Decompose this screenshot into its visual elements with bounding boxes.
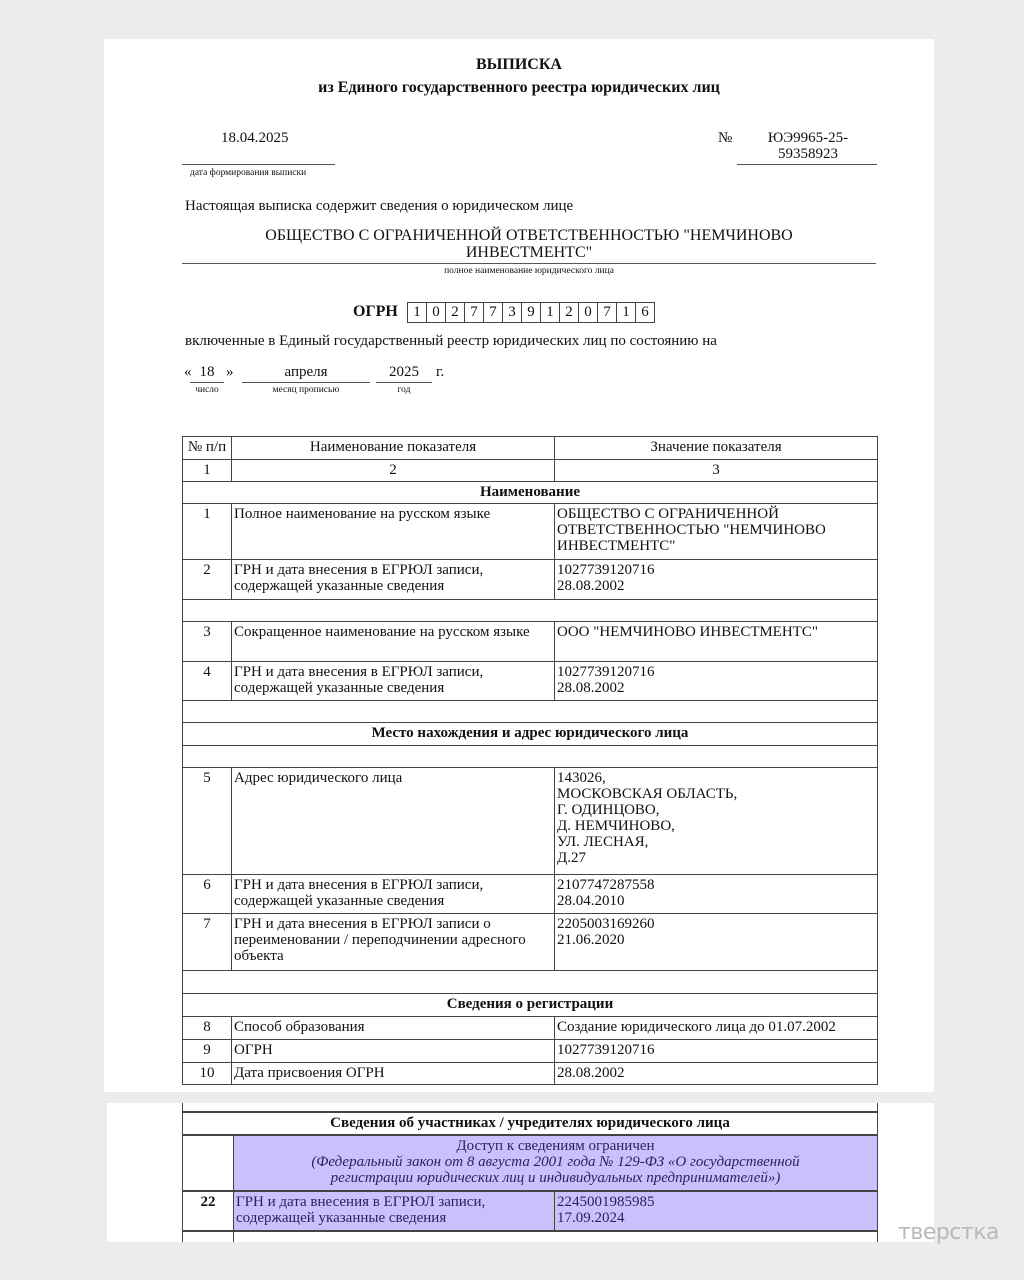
row-number: 22: [183, 1191, 234, 1231]
header-cell-number: № п/п: [183, 437, 232, 460]
ogrn-digit: 7: [484, 303, 503, 322]
grn-value: 2245001985985: [557, 1194, 655, 1210]
table-row: [183, 622, 878, 662]
number-sign: №: [718, 130, 733, 146]
table-continuation-line: [182, 1103, 183, 1111]
row-label: ГРН и дата внесения в ЕГРЮЛ записи, содержащей указанные сведения: [232, 662, 555, 701]
document-title: ВЫПИСКА: [476, 56, 562, 73]
table-row: [183, 914, 878, 971]
ogrn-digit: 7: [598, 303, 617, 322]
ogrn-digit: 2: [446, 303, 465, 322]
ogrn-digit: 3: [503, 303, 522, 322]
row-label: Полное наименование на русском языке: [232, 504, 555, 560]
table-row: [183, 504, 878, 560]
document-subtitle: из Единого государственного реестра юридических лиц: [318, 79, 720, 96]
section-title-address: Место нахождения и адрес юридического лица: [183, 723, 878, 746]
row-number: 2: [183, 560, 232, 600]
document-page-2: [107, 1103, 934, 1242]
empty-cell: [183, 971, 878, 994]
table-row: [183, 875, 878, 914]
ogrn-digit-boxes: [407, 302, 655, 323]
restricted-law-line2: регистрации юридических лиц и индивидуальных предпринимателей»): [330, 1170, 781, 1186]
col-number: 3: [555, 460, 878, 482]
participants-table: [182, 1111, 878, 1242]
extract-date: 18.04.2025: [221, 130, 289, 146]
empty-cell: [183, 746, 878, 768]
grn-value: 2205003169260: [557, 916, 655, 932]
document-page-1: [104, 39, 934, 1092]
header-cell-value: Значение показателя: [555, 437, 878, 460]
table-row: [183, 560, 878, 600]
empty-row: [183, 746, 878, 768]
row-label: Адрес юридического лица: [232, 768, 555, 875]
row-label: ГРН и дата внесения в ЕГРЮЛ записи о переименовании / переподчинении адресного объекта: [232, 914, 555, 971]
section-row: [183, 1112, 878, 1135]
extract-number: [738, 130, 878, 162]
table-row: [183, 662, 878, 701]
row-value: [555, 914, 878, 971]
row-value: 28.08.2002: [555, 1063, 878, 1085]
row-label: ГРН и дата внесения в ЕГРЮЛ записи, содержащей указанные сведения: [232, 875, 555, 914]
table-row: [183, 1191, 878, 1231]
ogrn-digit: 7: [465, 303, 484, 322]
grn-value: 1027739120716: [557, 562, 655, 578]
grn-date: 28.08.2002: [557, 680, 625, 696]
empty-row: [183, 971, 878, 994]
grn-date: 21.06.2020: [557, 932, 625, 948]
address-line: 143026,: [557, 770, 606, 786]
grn-value: 1027739120716: [557, 664, 655, 680]
quote-close: »: [226, 364, 234, 380]
empty-number-cell: [183, 1135, 234, 1191]
org-name-line1: ОБЩЕСТВО С ОГРАНИЧЕННОЙ ОТВЕТСТВЕННОСТЬЮ "НЕМЧИНОВО: [265, 227, 793, 244]
restricted-access-notice: [234, 1135, 878, 1191]
row-label: ОГРН: [232, 1040, 555, 1063]
ogrn-digit: 6: [641, 304, 649, 320]
row-label: ГРН и дата внесения в ЕГРЮЛ записи, содержащей указанные сведения: [232, 560, 555, 600]
ogrn-label: ОГРН: [353, 303, 398, 320]
grn-value: 2107747287558: [557, 877, 655, 893]
row-number: 9: [183, 1040, 232, 1063]
section-title-participants: Сведения об участниках / учредителях юридического лица: [183, 1112, 878, 1135]
date-month: апреля: [284, 364, 328, 380]
empty-cell: [234, 1231, 878, 1242]
empty-cell: [183, 701, 878, 723]
ogrn-digit: 1: [617, 303, 636, 322]
row-value: [555, 875, 878, 914]
row-number: 5: [183, 768, 232, 875]
row-number: 4: [183, 662, 232, 701]
address-line: Д. НЕМЧИНОВО,: [557, 818, 675, 834]
address-line: Г. ОДИНЦОВО,: [557, 802, 660, 818]
register-table: [182, 436, 878, 1085]
restricted-law-line1: (Федеральный закон от 8 августа 2001 года № 129-ФЗ «О государственной: [311, 1154, 800, 1170]
year-underline: [376, 382, 432, 383]
month-underline: [242, 382, 370, 383]
header-cell-indicator: Наименование показателя: [232, 437, 555, 460]
date-underline: [182, 164, 335, 165]
table-row: [183, 1017, 878, 1040]
ogrn-digit: 2: [560, 303, 579, 322]
table-row: [183, 1040, 878, 1063]
ogrn-digit: 1: [541, 303, 560, 322]
grn-date: 17.09.2024: [557, 1210, 625, 1226]
number-underline: [737, 164, 877, 165]
org-full-name: [182, 227, 876, 261]
empty-row: [183, 701, 878, 723]
row-label: Дата присвоения ОГРН: [232, 1063, 555, 1085]
section-row: [183, 994, 878, 1017]
verstka-watermark-logo: тверстка: [898, 1220, 999, 1245]
row-label: Сокращенное наименование на русском языке: [232, 622, 555, 662]
restricted-row: [183, 1135, 878, 1191]
row-label: ГРН и дата внесения в ЕГРЮЛ записи, содержащей указанные сведения: [234, 1191, 555, 1231]
section-title-registration: Сведения о регистрации: [183, 994, 878, 1017]
year-caption: год: [397, 385, 411, 395]
address-line: Д.27: [557, 850, 586, 866]
empty-cell: [183, 600, 878, 622]
year-suffix: г.: [436, 364, 445, 380]
section-title-name: Наименование: [183, 482, 878, 504]
empty-cell: [183, 1231, 234, 1242]
grn-date: 28.04.2010: [557, 893, 625, 909]
date-day: 18: [199, 364, 215, 380]
ogrn-digit: 9: [522, 303, 541, 322]
address-line: УЛ. ЛЕСНАЯ,: [557, 834, 649, 850]
table-row: [183, 768, 878, 875]
quote-open: «: [184, 364, 192, 380]
row-number: 7: [183, 914, 232, 971]
row-label: Способ образования: [232, 1017, 555, 1040]
row-number: 8: [183, 1017, 232, 1040]
row-number: 3: [183, 622, 232, 662]
row-value: Создание юридического лица до 01.07.2002: [555, 1017, 878, 1040]
date-caption: дата формирования выписки: [190, 168, 307, 178]
included-text: включенные в Единый государственный реестр юридических лиц по состоянию на: [185, 333, 717, 349]
extract-number-line2: 59358923: [778, 146, 838, 162]
row-value: ООО "НЕМЧИНОВО ИНВЕСТМЕНТС": [555, 622, 878, 662]
col-number: 2: [232, 460, 555, 482]
column-number-row: [183, 460, 878, 482]
grn-date: 28.08.2002: [557, 578, 625, 594]
restricted-title: Доступ к сведениям ограничен: [456, 1138, 655, 1154]
address-line: МОСКОВСКАЯ ОБЛАСТЬ,: [557, 786, 738, 802]
date-year: 2025: [389, 364, 419, 380]
table-header-row: [183, 437, 878, 460]
extract-number-line1: ЮЭ9965-25-: [767, 130, 849, 146]
org-name-underline: [182, 263, 876, 264]
ogrn-digit: 0: [427, 303, 446, 322]
ogrn-digit: 1: [408, 303, 427, 322]
row-value: ОБЩЕСТВО С ОГРАНИЧЕННОЙ ОТВЕТСТВЕННОСТЬЮ "НЕМЧИНОВО ИНВЕСТМЕНТС": [555, 504, 878, 560]
row-value: 1027739120716: [555, 1040, 878, 1063]
day-underline: [190, 382, 224, 383]
empty-row: [183, 600, 878, 622]
intro-text: Настоящая выписка содержит сведения о юридическом лице: [185, 198, 574, 214]
row-number: 1: [183, 504, 232, 560]
month-caption: месяц прописью: [272, 385, 340, 395]
row-value: [555, 560, 878, 600]
org-name-line2: ИНВЕСТМЕНТС": [465, 244, 593, 261]
row-value: [555, 662, 878, 701]
day-caption: число: [195, 385, 219, 395]
row-number: 10: [183, 1063, 232, 1085]
section-row: [183, 482, 878, 504]
partial-row: [183, 1231, 878, 1242]
org-name-caption: полное наименование юридического лица: [444, 266, 614, 276]
table-continuation-line: [877, 1103, 878, 1111]
row-number: 6: [183, 875, 232, 914]
section-row: [183, 723, 878, 746]
row-value: [555, 1191, 878, 1231]
table-row: [183, 1063, 878, 1085]
address-value: [555, 768, 878, 875]
ogrn-digit: 0: [579, 303, 598, 322]
col-number: 1: [183, 460, 232, 482]
